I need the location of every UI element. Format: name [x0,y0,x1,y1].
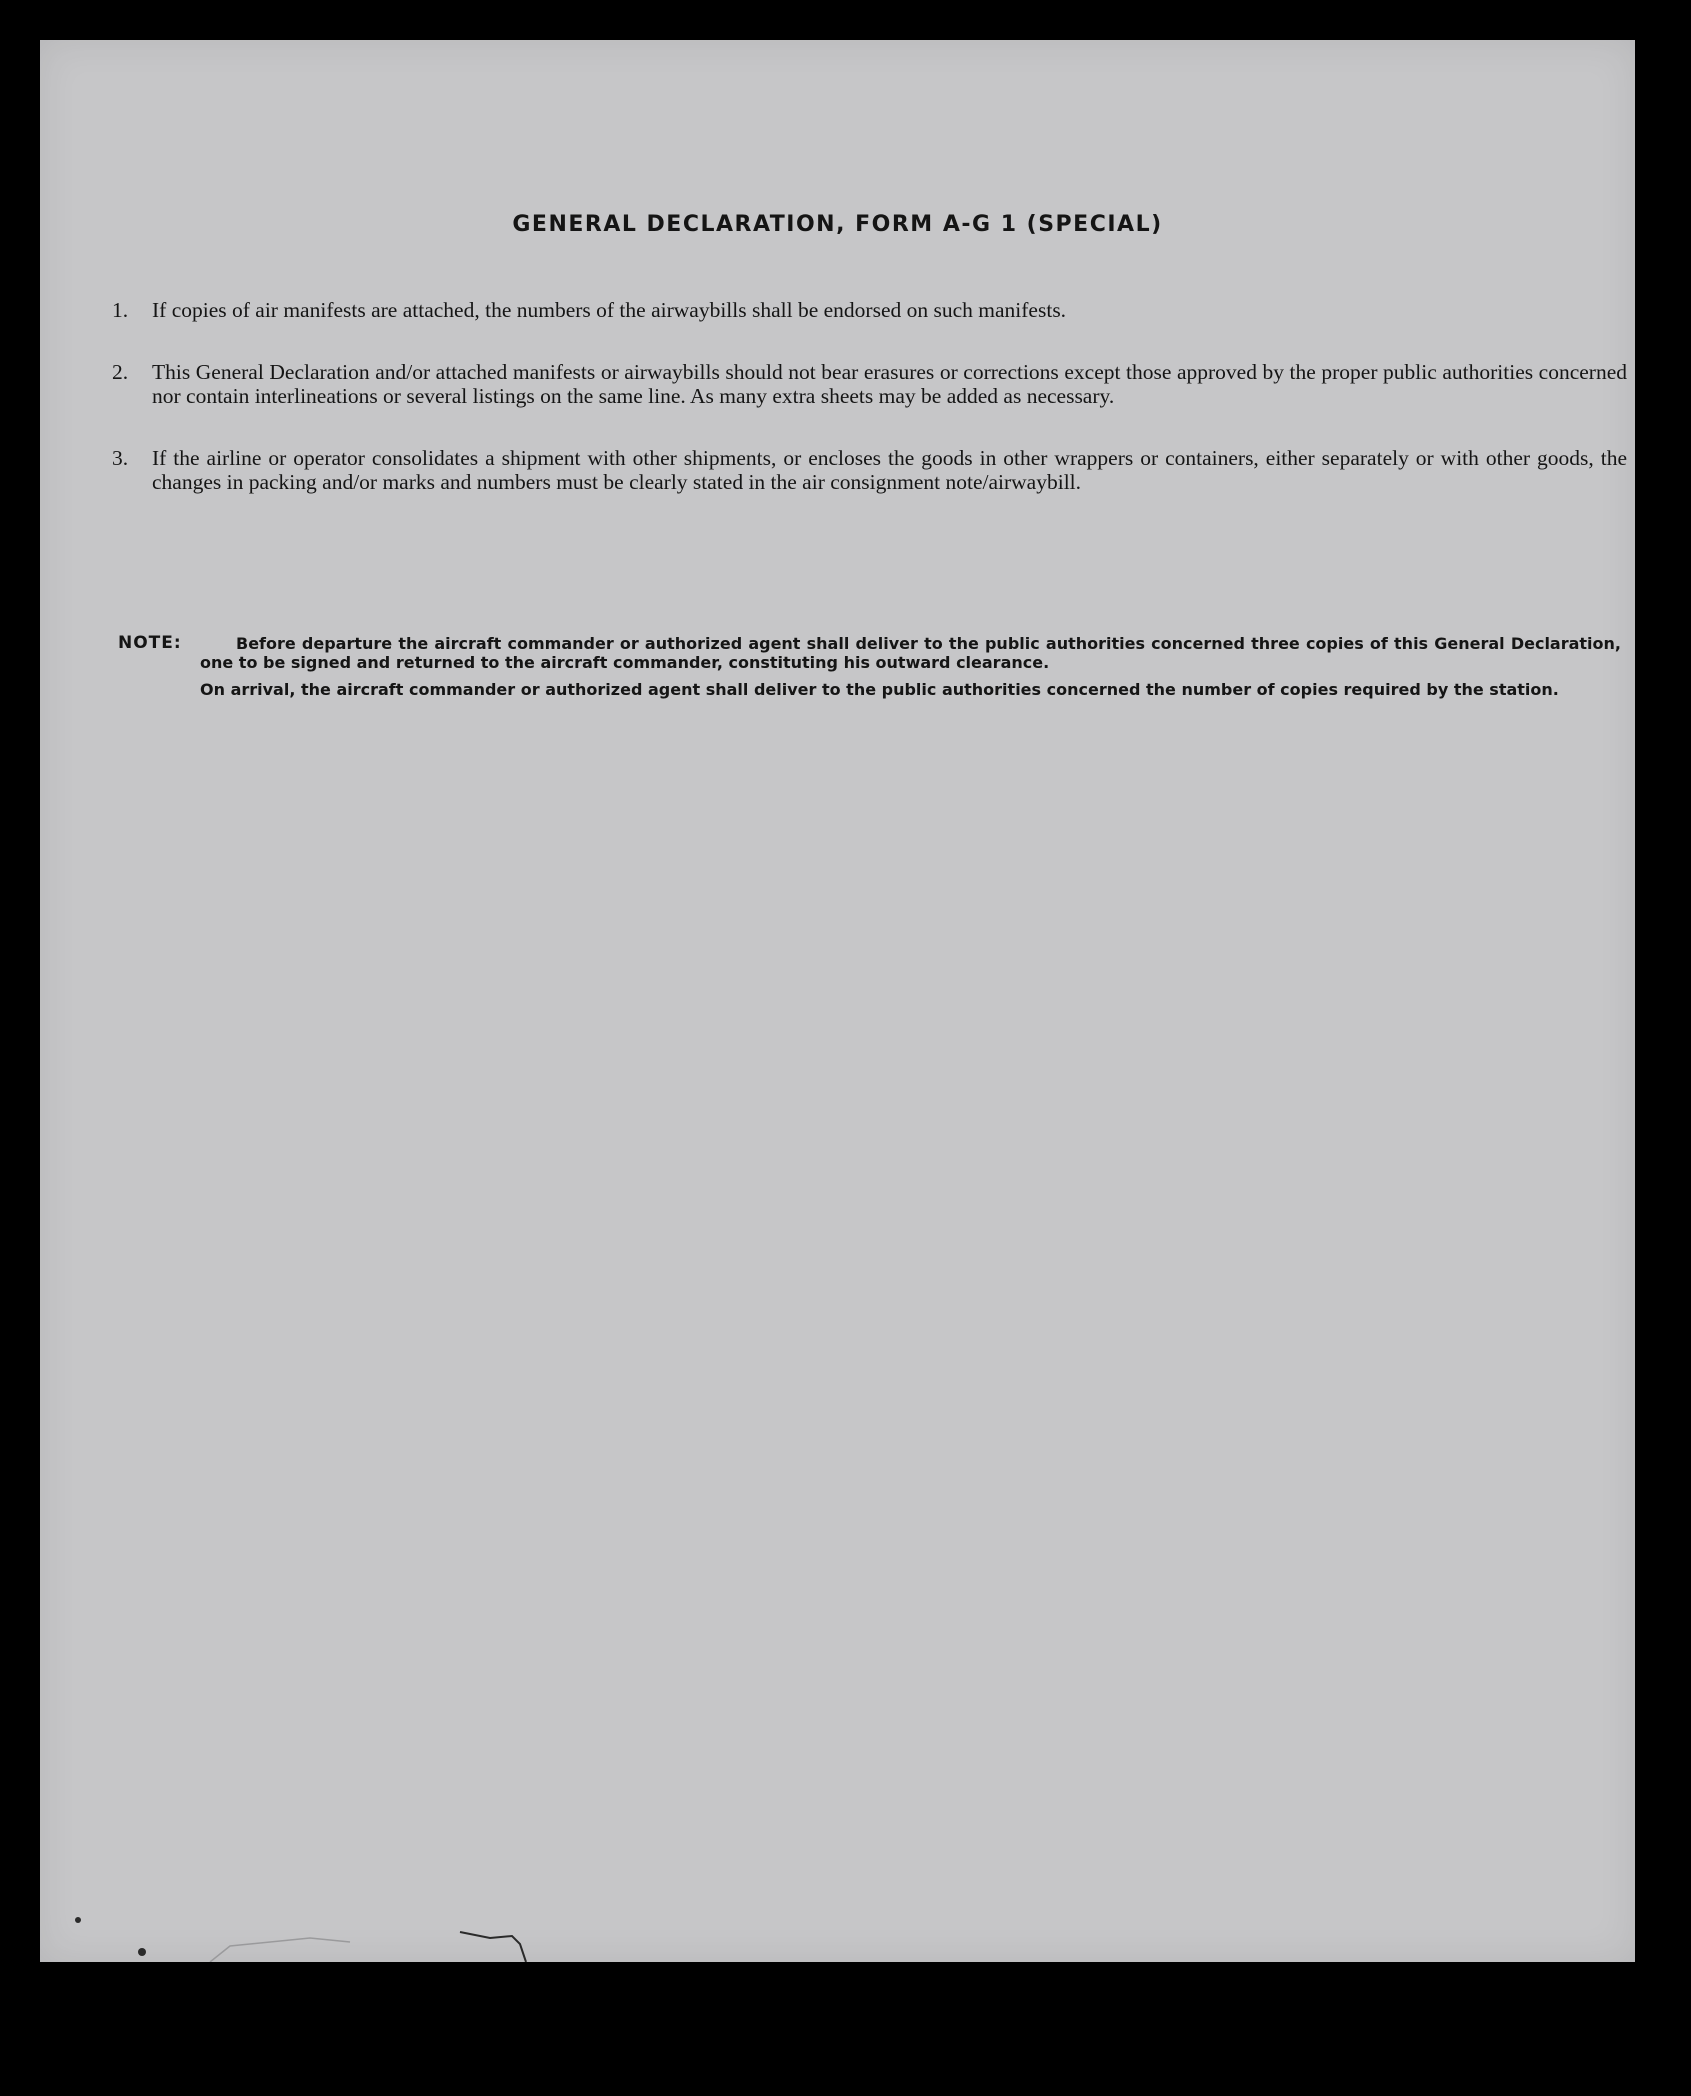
note-body [200,634,1621,699]
instruction-item [112,360,1627,408]
document-title: GENERAL DECLARATION, FORM A-G 1 (SPECIAL) [512,212,1163,237]
instruction-item [112,446,1627,494]
note-arrival-text: On arrival, the aircraft commander or authorized agent shall deliver to the public authorities concerned the number of copies required by the station. [200,680,1559,699]
instruction-text: If copies of air manifests are attached, the numbers of the airwaybills shall be endorsed on such manifests. [152,298,1067,322]
note-section [118,634,1621,699]
instruction-number: 1. [112,298,129,322]
document-page [40,40,1635,1962]
instruction-item [112,298,1627,322]
instruction-text: If the airline or operator consolidates a shipment with other shipments, or encloses the goods in other wrappers or containers, either separately or with other goods, the changes in packing and/or marks and numbers must be clearly stated in the air consignment note/airwaybill. [152,446,1627,494]
instruction-list [112,298,1627,532]
note-label: NOTE: [118,633,182,653]
note-departure-text: Before departure the aircraft commander or authorized agent shall deliver to the public authorities concerned three copies of this General Declaration, one to be signed and returned to the aircraft commander, constituting his outward clearance. [200,634,1621,672]
torn-edge-mark [50,1902,650,1962]
instruction-number: 3. [112,446,129,470]
instruction-number: 2. [112,360,129,384]
instruction-text: This General Declaration and/or attached manifests or airwaybills should not bear erasures or corrections except those approved by the proper public authorities concerned nor contain interlineations or several listings on the same line. As many extra sheets may be added as necessary. [152,360,1627,408]
